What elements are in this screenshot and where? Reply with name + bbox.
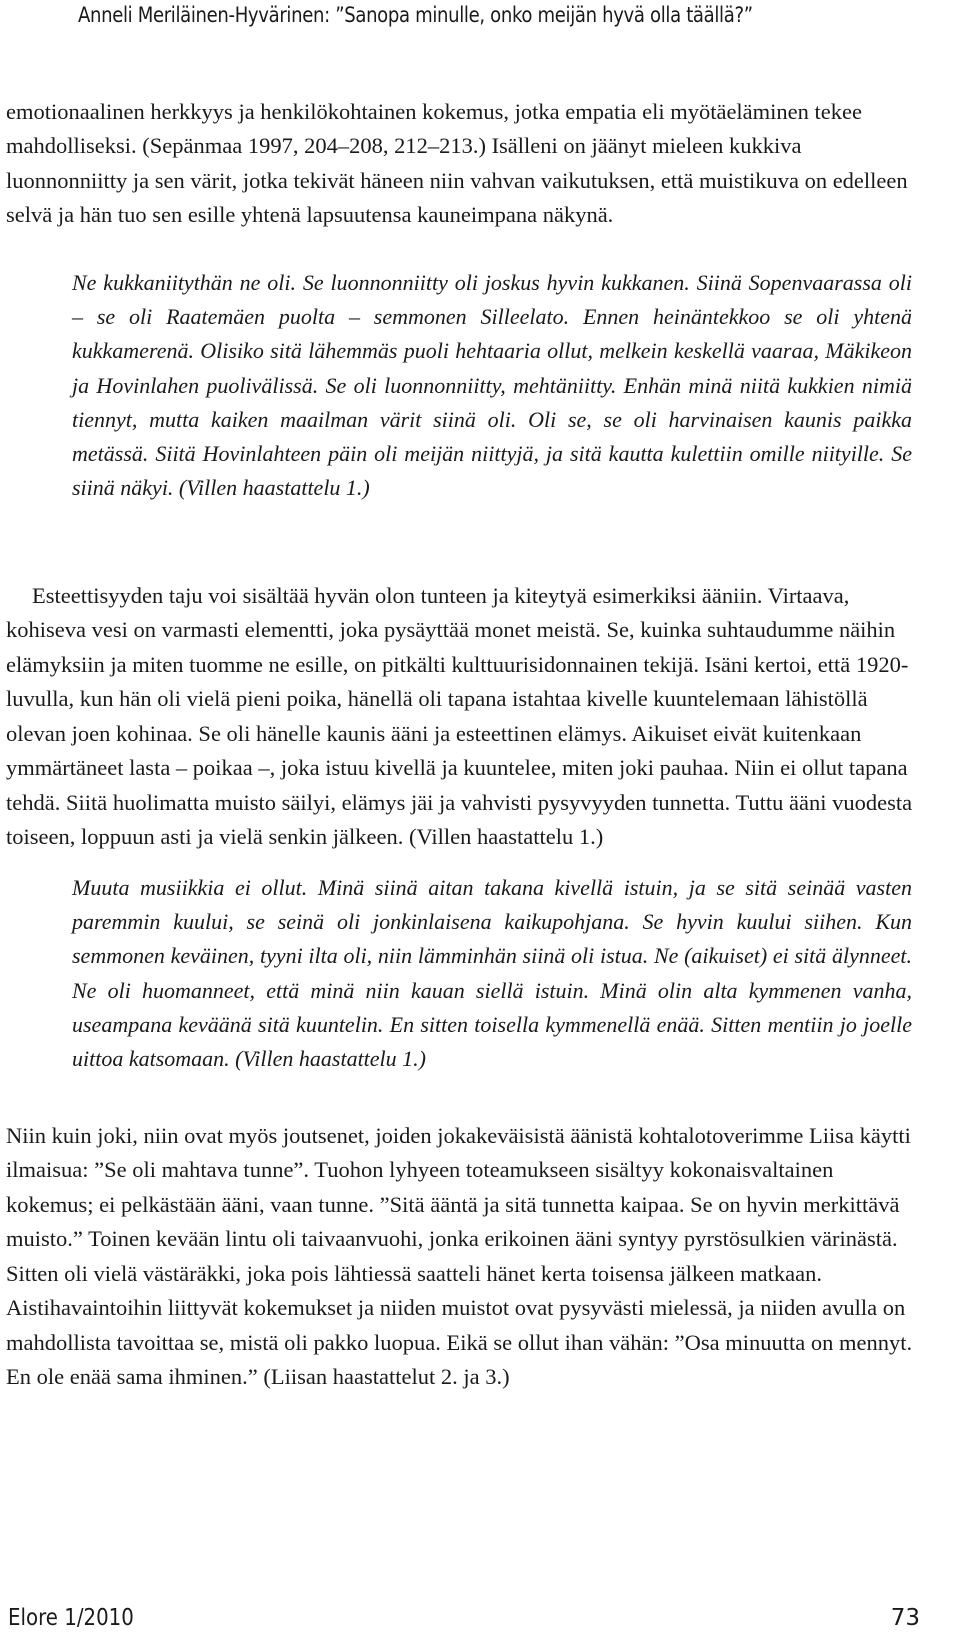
running-header: Anneli Meriläinen-Hyvärinen: ”Sanopa minulle, onko meijän hyvä olla täällä?” (78, 3, 753, 27)
body-paragraph-3: Niin kuin joki, niin ovat myös joutsenet, joiden jokakeväisistä äänistä kohtalotoverimme Liisa käytti ilmaisua: ”Se oli mahtava tunne”. Tuohon lyhyeen toteamukseen sisältyy kokonaisvaltainen kokemus; ei pelkästään ääni, vaan tunne. ”Sitä ääntä ja sitä tunnetta kaipaa. Se on hyvin merkittävä muisto.” Toinen kevään lintu oli taivaanvuohi, jonka erikoinen ääni syntyy pyrstösulkien värinästä. Sitten oli vielä västäräkki, joka pois lähtiessä saatteli hänet kerta toisensa jälkeen matkaan. Aistihavaintoihin liittyvät kokemukset ja niiden muistot ovat pysyvästi mielessä, ja niiden avulla on mahdollista tavoittaa se, mistä oli pakko luopua. Eikä se ollut ihan vähän: ”Osa minuutta on mennyt. En ole enää sama ihminen.” (Liisan haastattelut 2. ja 3.) (6, 1122, 913, 1389)
body-paragraph-1: emotionaalinen herkkyys ja henkilökohtainen kokemus, jotka empatia eli myötäeläminen tekee mahdolliseksi. (Sepänmaa 1997, 204–208, 212–213.) Isälleni on jäänyt mieleen kukkiva luonnonniitty ja sen värit, jotka tekivät häneen niin vahvan vaikutuksen, että muistikuva on edelleen selvä ja hän tuo sen esille yhtenä lapsuutensa kauneimpana näkynä. (6, 98, 908, 227)
page-footer (0, 1600, 960, 1636)
page-number: 73 (890, 1605, 920, 1631)
block-quote-ville-meadow: Ne kukkaniitythän ne oli. Se luonnonniitty oli joskus hyvin kukkanen. Siinä Sopenvaarassa oli – se oli Raatemäen puolta – semmonen Silleelato. Ennen heinäntekkoo se oli yhtenä kukkamerenä. Olisiko sitä lähemmäs puoli hehtaaria ollut, melkein keskellä vaaraa, Mäkikeon ja Hovinlahen puolivälissä. Se oli luonnonniitty, mehtäniitty. Enhän minä niitä kukkien nimiä tiennyt, mutta kaiken maailman värit siinä oli. Oli se, se oli harvinaisen kaunis paikka metässä. Siitä Hovinlahteen päin oli meijän niittyjä, ja sitä kautta kulettiin omille niityille. Se siinä näkyi. (Villen haastattelu 1.) (72, 270, 912, 501)
body-paragraph-2: Esteettisyyden taju voi sisältää hyvän olon tunteen ja kiteytyä esimerkiksi ääniin. Virtaava, kohiseva vesi on varmasti elementti, joka pysäyttää monet meistä. Se, kuinka suhtaudumme näihin elämyksiin ja miten tuomme ne esille, on pitkälti kulttuurisidonnainen tekijä. Isäni kertoi, että 1920-luvulla, kun hän oli vielä pieni poika, hänellä oli tapana istahtaa kivelle kuuntelemaan lähistöllä olevan joen kohinaa. Se oli hänelle kaunis ääni ja esteettinen elämys. Aikuiset eivät kuitenkaan ymmärtäneet lasta – poikaa –, joka istuu kivellä ja kuuntelee, miten joki pauhaa. Niin ei ollut tapana tehdä. Siitä huolimatta muisto säilyi, elämys jäi ja vahvisti pysyvyyden tunnetta. Tuttu ääni vuodesta toiseen, loppuun asti ja vielä senkin jälkeen. (Villen haastattelu 1.) (6, 582, 913, 849)
journal-issue: Elore 1/2010 (8, 1605, 134, 1631)
block-quote-ville-river: Muuta musiikkia ei ollut. Minä siinä aitan takana kivellä istuin, ja se sitä seinää vasten paremmin kuului, se seinä oli jonkinlaisena kaikupohjana. Se hyvin kuului siihen. Kun semmonen keväinen, tyyni ilta oli, niin lämminhän siinä oli istua. Ne (aikuiset) ei sitä älynneet. Ne oli huomanneet, että minä niin kauan siellä istuin. Minä olin alta kymmenen vanha, useampana keväänä sitä kuuntelin. En sitten toisella kymmenellä enää. Sitten mentiin jo joelle uittoa katsomaan. (Villen haastattelu 1.) (72, 875, 912, 1072)
